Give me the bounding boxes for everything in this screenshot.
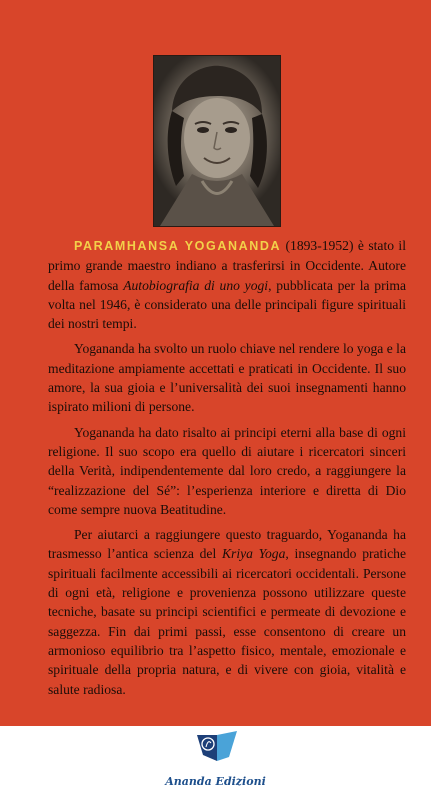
bio-text: Per aiutarci a raggiungere questo traguardo, Yogananda ha trasmesso l’antica scienza del bbox=[48, 527, 406, 562]
author-name: PARAMHANSA YOGANANDA bbox=[74, 239, 282, 253]
publisher-name: Ananda Edizioni bbox=[165, 775, 266, 788]
book-title: Autobiografia di uno yogi bbox=[123, 277, 269, 293]
bio-paragraph bbox=[48, 236, 406, 333]
publisher-logo-icon bbox=[193, 729, 239, 778]
bio-text: , insegnando pratiche spirituali facilmente accessibili ai ricercatori occidentali. Persone di ogni età, religione e provenienza possono utilizzare queste tecniche, basate su principi scientifici e permeate di devozione e saggezza. Fin dai primi passi, esse consentono di creare un armonioso equilibrio tra l’aspetto fisico, mentale, emozionale e spirituale della propria natura, e di vivere con gioia, vitalità e salute radiosa. bbox=[48, 546, 406, 697]
bio-paragraph: Yogananda ha dato risalto ai principi eterni alla base di ogni religione. Il suo scopo era quello di aiutare i ricercatori sinceri della Verità, indipendentemente dal loro credo, a raggiungere la “realizzazione del Sé”: l’esperienza interiore e diretta di Dio come sempre nuova Beatitudine. bbox=[48, 424, 406, 517]
bio-text: è stato il primo grande maestro indiano a trasferirsi in Occidente. Autore della famosa bbox=[48, 238, 406, 293]
bio-paragraph bbox=[48, 525, 406, 699]
technique-name: Kriya Yoga bbox=[221, 546, 286, 562]
bio-paragraph: Yogananda ha svolto un ruolo chiave nel rendere lo yoga e la meditazione ampiamente accettati e praticati in Occidente. Il suo amore, la sua gioia e l’universalità dei suoi insegnamenti hanno ispirato milioni di persone. bbox=[48, 341, 406, 415]
bio-text: , pubblicata per la prima volta nel 1946, è considerato una delle principali figure spirituali dei nostri tempi. bbox=[48, 277, 406, 332]
author-years: (1893-1952) bbox=[285, 238, 354, 253]
author-portrait bbox=[153, 55, 281, 227]
author-biography bbox=[48, 236, 406, 705]
